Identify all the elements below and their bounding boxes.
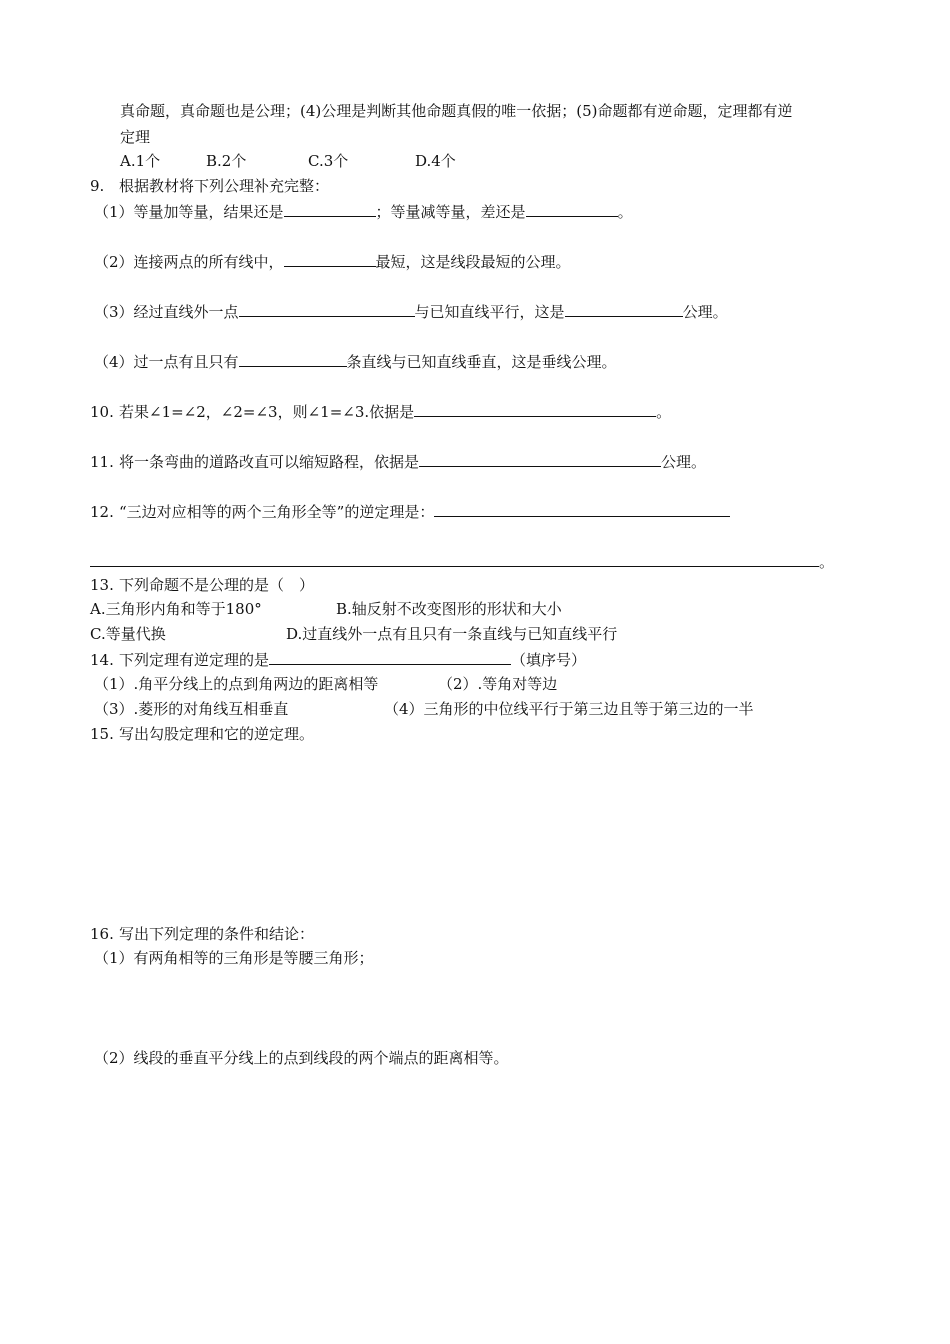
q14-items-row-2 bbox=[94, 699, 754, 719]
q8-text-line-1: 真命题，真命题也是公理；(4)公理是判断其他命题真假的唯一依据；(5)命题都有逆命题，定理都有逆 bbox=[120, 102, 793, 120]
q9-sub-1 bbox=[94, 201, 633, 222]
q13-option-b[interactable]: B.轴反射不改变图形的形状和大小 bbox=[336, 600, 562, 618]
q12-text: “三边对应相等的两个三角形全等”的逆定理是： bbox=[119, 503, 435, 521]
q10-end: 。 bbox=[656, 403, 672, 421]
q13-number: 13. bbox=[90, 576, 114, 594]
q16-stem-text: 写出下列定理的条件和结论： bbox=[119, 925, 315, 943]
q10-blank[interactable] bbox=[414, 401, 656, 417]
q9-stem-text: 根据教材将下列公理补充完整： bbox=[119, 177, 330, 195]
q9-stem bbox=[90, 176, 329, 196]
q9-sub-4-text-a: （4）过一点有且只有 bbox=[94, 353, 239, 371]
q9-sub-2-text-b: 最短，这是线段最短的公理。 bbox=[375, 253, 571, 271]
q9-sub-4-text-b: 条直线与已知直线垂直，这是垂线公理。 bbox=[346, 353, 617, 371]
q15-number: 15. bbox=[90, 725, 114, 743]
q15-text: 写出勾股定理和它的逆定理。 bbox=[119, 725, 315, 743]
q12-blank-2[interactable] bbox=[90, 551, 819, 567]
q16-item-1: （1）有两角相等的三角形是等腰三角形； bbox=[94, 949, 374, 967]
q10-number: 10. bbox=[90, 403, 114, 421]
q13-options-row-2 bbox=[90, 624, 617, 644]
q13-stem bbox=[90, 575, 314, 595]
q14-stem-end: （填序号） bbox=[511, 651, 587, 669]
q14-item-4: （4）三角形的中位线平行于第三边且等于第三边的一半 bbox=[384, 700, 754, 718]
q8-option-b[interactable]: B.2个 bbox=[206, 152, 247, 170]
q9-number: 9. bbox=[90, 177, 105, 195]
q9-sub-1-text-c: 。 bbox=[617, 203, 633, 221]
q9-sub-3-text-b: 与已知直线平行，这是 bbox=[414, 303, 565, 321]
q16-number: 16. bbox=[90, 925, 114, 943]
q9-sub-4 bbox=[94, 351, 617, 372]
q12-blank-1[interactable] bbox=[434, 501, 730, 517]
q14-number: 14. bbox=[90, 651, 114, 669]
q9-sub-3-text-a: （3）经过直线外一点 bbox=[94, 303, 239, 321]
q11-text: 将一条弯曲的道路改直可以缩短路程，依据是 bbox=[119, 453, 420, 471]
q13-option-a[interactable]: A.三角形内角和等于180° bbox=[90, 600, 262, 618]
q13-option-d[interactable]: D.过直线外一点有且只有一条直线与已知直线平行 bbox=[286, 625, 618, 643]
q11 bbox=[90, 451, 706, 472]
q14-stem bbox=[90, 649, 586, 670]
q9-sub-3-blank-2[interactable] bbox=[565, 301, 683, 317]
q8-option-c[interactable]: C.3个 bbox=[308, 152, 349, 170]
q9-sub-2 bbox=[94, 251, 571, 272]
q15 bbox=[90, 724, 314, 744]
q14-stem-text: 下列定理有逆定理的是 bbox=[119, 651, 270, 669]
q12 bbox=[90, 501, 730, 522]
q12-number: 12. bbox=[90, 503, 114, 521]
q8-option-d[interactable]: D.4个 bbox=[415, 152, 456, 170]
q8-option-a[interactable]: A.1个 bbox=[120, 152, 161, 170]
q9-sub-3-text-c: 公理。 bbox=[682, 303, 728, 321]
q8-text-line-2: 定理 bbox=[120, 128, 151, 146]
q12-end: 。 bbox=[819, 553, 835, 571]
q12-continuation bbox=[90, 551, 834, 572]
q11-blank[interactable] bbox=[419, 451, 661, 467]
q14-blank[interactable] bbox=[269, 649, 511, 665]
q8-options bbox=[120, 151, 456, 171]
q9-sub-2-text-a: （2）连接两点的所有线中， bbox=[94, 253, 284, 271]
q9-sub-2-blank[interactable] bbox=[284, 251, 376, 267]
q11-number: 11. bbox=[90, 453, 114, 471]
q10 bbox=[90, 401, 671, 422]
q16-stem bbox=[90, 924, 314, 944]
q13-stem-text: 下列命题不是公理的是（ ） bbox=[119, 576, 315, 594]
q9-sub-1-text-b: ；等量减等量，差还是 bbox=[375, 203, 526, 221]
q14-item-2: （2）.等角对等边 bbox=[438, 675, 558, 693]
q9-sub-1-text-a: （1）等量加等量，结果还是 bbox=[94, 203, 284, 221]
q9-sub-4-blank[interactable] bbox=[239, 351, 347, 367]
q13-options-row-1 bbox=[90, 599, 562, 619]
q10-text: 若果∠1=∠2，∠2=∠3，则∠1=∠3.依据是 bbox=[119, 403, 415, 421]
q9-sub-3-blank-1[interactable] bbox=[239, 301, 415, 317]
q14-item-3: （3）.菱形的对角线互相垂直 bbox=[94, 700, 289, 718]
q13-option-c[interactable]: C.等量代换 bbox=[90, 625, 166, 643]
q11-end: 公理。 bbox=[661, 453, 707, 471]
q9-sub-1-blank-1[interactable] bbox=[284, 201, 376, 217]
q14-item-1: （1）.角平分线上的点到角两边的距离相等 bbox=[94, 675, 379, 693]
q14-items-row-1 bbox=[94, 674, 557, 694]
q16-item-2: （2）线段的垂直平分线上的点到线段的两个端点的距离相等。 bbox=[94, 1049, 509, 1067]
q9-sub-1-blank-2[interactable] bbox=[526, 201, 618, 217]
q9-sub-3 bbox=[94, 301, 728, 322]
